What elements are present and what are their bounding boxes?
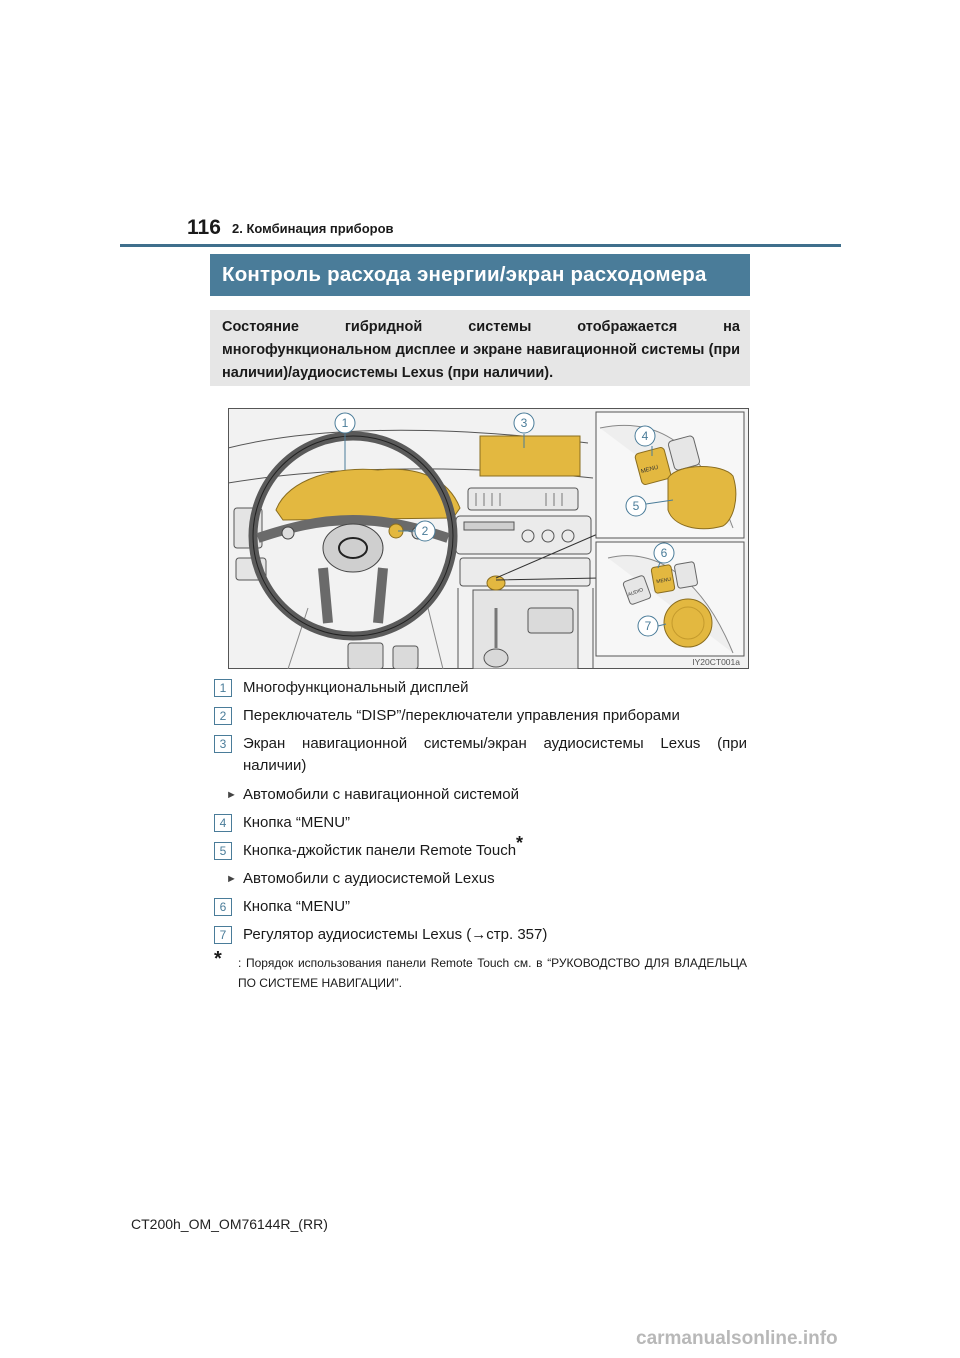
- legend-text: Переключатель “DISP”/переключатели управления приборами: [243, 707, 680, 724]
- watermark: carmanualsonline.info: [636, 1328, 838, 1349]
- remote-touch-knob-highlight: [668, 466, 736, 528]
- legend-number: 6: [214, 898, 232, 916]
- legend-text: Многофункциональный дисплей: [243, 679, 469, 696]
- navigation-screen-highlight: [480, 436, 580, 476]
- footnote-star: *: [214, 948, 222, 970]
- legend-text: Кнопка “MENU”: [243, 898, 351, 915]
- page-number: 116: [187, 216, 221, 239]
- section-title: Контроль расхода энергии/экран расходомера: [210, 254, 750, 296]
- footnote-mark: *: [516, 833, 524, 853]
- callout-7-label: 7: [644, 619, 652, 633]
- figure-code: IY20CT001a: [692, 657, 740, 667]
- legend-number: 2: [214, 707, 232, 725]
- legend-text-wrap: [243, 833, 747, 862]
- audio-label: AUDIO: [627, 587, 645, 599]
- header-divider: [120, 244, 841, 247]
- callout-1-label: 1: [341, 416, 349, 430]
- callout-2-label: 2: [421, 524, 429, 538]
- triangle-right-icon: ►: [226, 789, 237, 801]
- menu-label-audio: MENU: [655, 576, 672, 586]
- menu-label-nav: MENU: [640, 464, 660, 476]
- chapter-title: 2. Комбинация приборов: [232, 221, 394, 236]
- inset-audio: [596, 542, 744, 656]
- summary-text: Состояние гибридной системы отображается на многофункциональном дисплее и экране навигационной системы (при наличии)/аудиосистемы Lexus (при наличии).: [222, 319, 740, 381]
- legend-text: Кнопка “MENU”: [243, 814, 351, 831]
- legend-number: 1: [214, 679, 232, 697]
- callout-6-label: 6: [660, 546, 668, 560]
- legend-text: Кнопка-джойстик панели Remote Touch: [243, 842, 517, 859]
- callout-4-label: 4: [641, 429, 649, 443]
- inset-remote-touch: [596, 412, 744, 538]
- legend-number: 4: [214, 814, 232, 832]
- callout-5-label: 5: [632, 499, 640, 513]
- legend-text: Экран навигационной системы/экран аудиосистемы Lexus (при наличии): [243, 735, 747, 774]
- legend-number: 7: [214, 926, 232, 944]
- group-heading-text: Автомобили с навигационной системой: [243, 786, 519, 803]
- document-code: CT200h_OM_OM76144R_(RR): [131, 1216, 328, 1232]
- dashboard-illustration: [228, 408, 749, 669]
- legend-number: 5: [214, 842, 232, 860]
- triangle-right-icon: ►: [226, 873, 237, 885]
- footnote-text: : Порядок использования панели Remote Touch см. в “РУКОВОДСТВО ДЛЯ ВЛАДЕЛЬЦА ПО СИСТЕМЕ НАВИГАЦИИ”.: [238, 956, 747, 990]
- legend-number: 3: [214, 735, 232, 753]
- callout-3-label: 3: [520, 416, 528, 430]
- group-heading-text: Автомобили с аудиосистемой Lexus: [243, 870, 495, 887]
- legend-text: Регулятор аудиосистемы Lexus (→стр. 357): [243, 926, 548, 943]
- audio-controller-highlight: [664, 599, 712, 647]
- summary-box: [210, 310, 750, 386]
- console-controller-highlight: [487, 576, 505, 590]
